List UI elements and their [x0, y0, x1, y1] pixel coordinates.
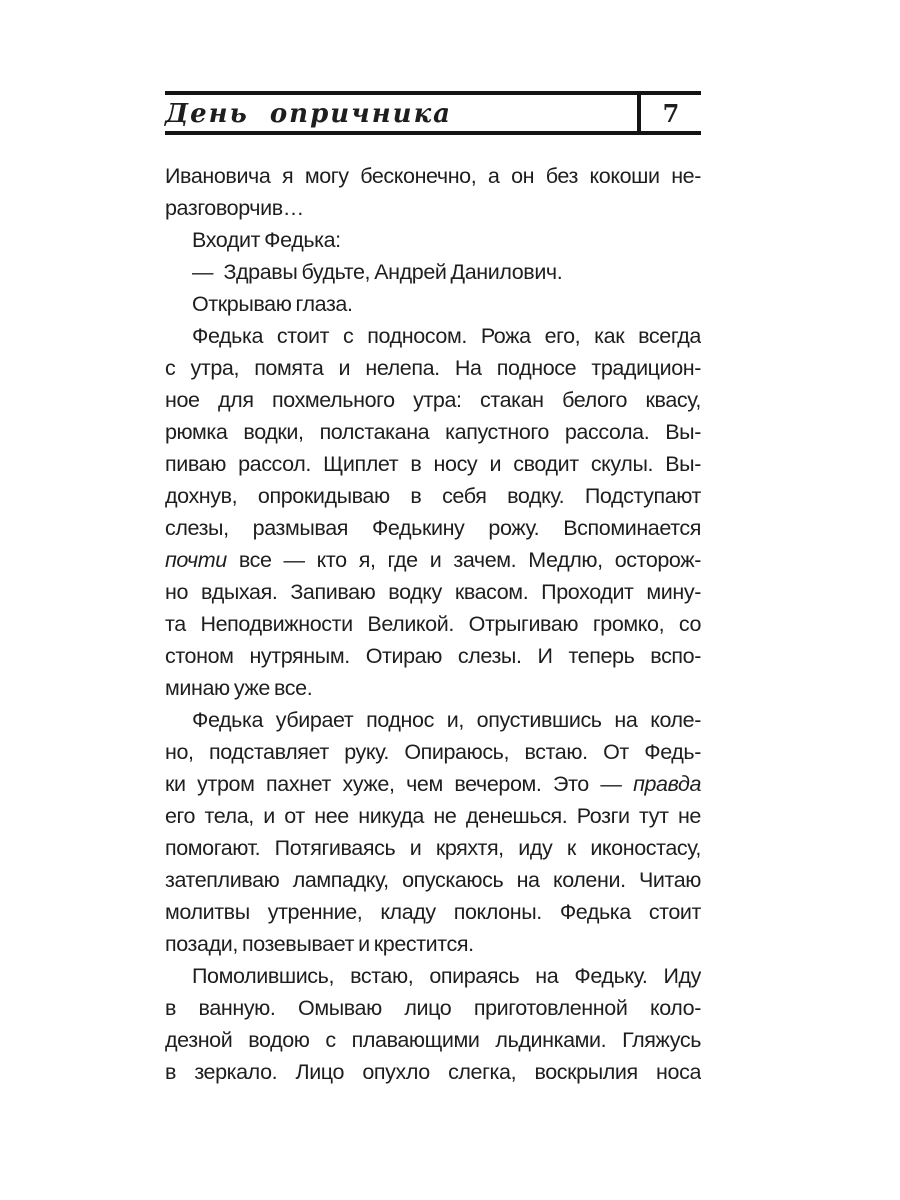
text-line: с утра, помята и нелепа. На подносе традицион- [165, 356, 701, 380]
paragraph [165, 160, 701, 224]
text-line: разговорчив… [165, 196, 304, 220]
paragraph [165, 256, 701, 288]
header-rule-bottom [165, 131, 701, 135]
body-text [165, 160, 701, 1088]
text-line: ки утром пахнет хуже, чем вечером. Это — правда [165, 772, 701, 796]
text-line: в зеркало. Лицо опухло слегка, воскрылия носа [165, 1060, 701, 1084]
text-line: дохнув, опрокидываю в себя водку. Подступают [165, 484, 701, 508]
text-line: пиваю рассол. Щиплет в носу и сводит скулы. Вы- [165, 452, 701, 476]
text-line: Федька стоит с подносом. Рожа его, как всегда [192, 324, 701, 348]
paragraph [165, 224, 701, 256]
header-title: День опричника [165, 99, 453, 129]
text-line: дезной водою с плавающими льдинками. Гляжусь [165, 1028, 701, 1052]
text-line: его тела, и от нее никуда не денешься. Розги тут не [165, 804, 701, 828]
text-line: помогают. Потягиваясь и кряхтя, иду к иконостасу, [165, 836, 701, 860]
text-line: почти все — кто я, где и зачем. Медлю, осторож- [165, 548, 701, 572]
text-line: позади, позевывает и крестится. [165, 932, 474, 956]
text-line: Входит Федька: [192, 228, 341, 252]
text-line: стоном нутряным. Отираю слезы. И теперь вспо- [165, 644, 701, 668]
text-line: та Неподвижности Великой. Отрыгиваю громко, со [165, 612, 701, 636]
text-line: молитвы утренние, кладу поклоны. Федька стоит [165, 900, 701, 924]
paragraph [165, 320, 701, 704]
text-line: но вдыхая. Запиваю водку квасом. Проходит мину- [165, 580, 701, 604]
running-header [165, 91, 701, 135]
text-line: затепливаю лампадку, опускаюсь на колени. Читаю [165, 868, 701, 892]
text-line: но, подставляет руку. Опираюсь, встаю. От Федь- [165, 740, 701, 764]
text-line: ное для похмельного утра: стакан белого квасу, [165, 388, 701, 412]
text-line: минаю уже все. [165, 676, 313, 700]
text-line: Ивановича я могу бесконечно, а он без кокоши не- [165, 164, 701, 188]
paragraph [165, 960, 701, 1088]
text-line: слезы, размывая Федькину рожу. Вспоминается [165, 516, 701, 540]
text-line: в ванную. Омываю лицо приготовленной коло- [165, 996, 701, 1020]
text-line: Федька убирает поднос и, опустившись на коле- [192, 708, 701, 732]
paragraph [165, 288, 701, 320]
page-number: 7 [662, 98, 680, 128]
paragraph [165, 704, 701, 960]
header-row [165, 95, 701, 131]
text-line: рюмка водки, полстакана капустного рассола. Вы- [165, 420, 701, 444]
text-line: Помолившись, встаю, опираясь на Федьку. Иду [192, 964, 701, 988]
text-line: — Здравы будьте, Андрей Данилович. [192, 260, 563, 284]
text-line: Открываю глаза. [192, 292, 353, 316]
